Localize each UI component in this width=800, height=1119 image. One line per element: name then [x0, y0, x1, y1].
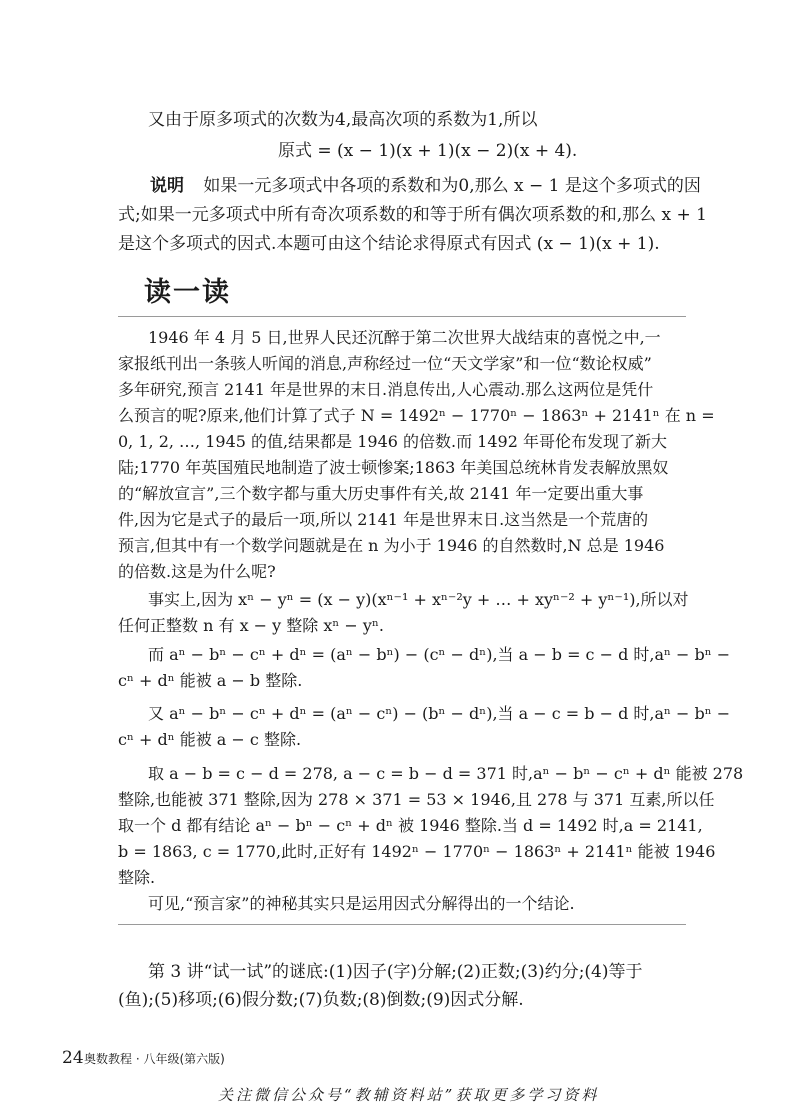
passage-line: 取一个 d 都有结论 aⁿ − bⁿ − cⁿ + dⁿ 被 1946 整除.当 d = 1492 时,a = 2141, [118, 816, 703, 835]
passage-line: b = 1863, c = 1770,此时,正好有 1492ⁿ − 1770ⁿ − 1863ⁿ + 2141ⁿ 能被 1946 [118, 842, 716, 861]
passage-line: 事实上,因为 xⁿ − yⁿ = (x − y)(xⁿ⁻¹ + xⁿ⁻²y + … + xyⁿ⁻² + yⁿ⁻¹),所以对 [148, 590, 689, 609]
passage-line: 多年研究,预言 2141 年是世界的末日.消息传出,人心震动.那么这两位是凭什 [118, 380, 654, 399]
passage-line: 可见,“预言家”的神秘其实只是运用因式分解得出的一个结论. [148, 894, 575, 913]
watermark-text: 关注微信公众号“教辅资料站”获取更多学习资料 [218, 1086, 600, 1104]
bottom-rule [118, 924, 686, 925]
note-line-1 [150, 176, 701, 196]
passage-line: 整除,也能被 371 整除,因为 278 × 371 = 53 × 1946,且 278 与 371 互素,所以任 [118, 790, 715, 809]
passage-line: 任何正整数 n 有 x − y 整除 xⁿ − yⁿ. [118, 616, 384, 635]
passage-line: 么预言的呢?原来,他们计算了式子 N = 1492ⁿ − 1770ⁿ − 1863ⁿ + 2141ⁿ 在 n = [118, 406, 715, 425]
intro-text: 又由于原多项式的次数为4,最高次项的系数为1,所以 [148, 110, 538, 130]
book-title: 奥数教程 · 八年级(第六版) [84, 1052, 225, 1066]
passage-line: 整除. [118, 868, 156, 887]
passage-line: 的倍数.这是为什么呢? [118, 562, 276, 581]
passage-line: 预言,但其中有一个数学问题就是在 n 为小于 1946 的自然数时,N 总是 1946 [118, 536, 665, 555]
passage-line: 0, 1, 2, …, 1945 的值,结果都是 1946 的倍数.而 1492 年哥伦布发现了新大 [118, 432, 667, 451]
passage-line: 家报纸刊出一条骇人听闻的消息,声称经过一位“天文学家”和一位“数论权威” [118, 354, 652, 373]
page-number: 24 [62, 1048, 84, 1068]
note-line-3: 是这个多项式的因式.本题可由这个结论求得原式有因式 (x − 1)(x + 1). [118, 234, 660, 254]
passage-line: cⁿ + dⁿ 能被 a − c 整除. [118, 730, 302, 749]
passage-line: 陆;1770 年英国殖民地制造了波士顿惨案;1863 年美国总统林肯发表解放黑奴 [118, 458, 669, 477]
passage-line: 的“解放宣言”,三个数字都与重大历史事件有关,故 2141 年一定要出重大事 [118, 484, 644, 503]
note-label: 说明 [150, 176, 184, 196]
note-text-1: 如果一元多项式中各项的系数和为0,那么 x − 1 是这个多项式的因 [203, 176, 701, 196]
factored-equation: 原式 = (x − 1)(x + 1)(x − 2)(x + 4). [278, 141, 578, 161]
note-line-2: 式;如果一元多项式中所有奇次项系数的和等于所有偶次项系数的和,那么 x + 1 [118, 205, 707, 225]
answers-line-1: 第 3 讲“试一试”的谜底:(1)因子(字)分解;(2)正数;(3)约分;(4)等于 [148, 962, 643, 982]
top-rule [118, 316, 686, 317]
passage-line: 取 a − b = c − d = 278, a − c = b − d = 371 时,aⁿ − bⁿ − cⁿ + dⁿ 能被 278 [148, 764, 744, 783]
answers-line-2: (鱼);(5)移项;(6)假分数;(7)负数;(8)倒数;(9)因式分解. [118, 990, 524, 1010]
passage-line: 而 aⁿ − bⁿ − cⁿ + dⁿ = (aⁿ − bⁿ) − (cⁿ − dⁿ),当 a − b = c − d 时,aⁿ − bⁿ − [148, 645, 731, 664]
passage-line: cⁿ + dⁿ 能被 a − b 整除. [118, 671, 303, 690]
passage-line: 1946 年 4 月 5 日,世界人民还沉醉于第二次世界大战结束的喜悦之中,一 [148, 328, 661, 347]
passage-line: 又 aⁿ − bⁿ − cⁿ + dⁿ = (aⁿ − cⁿ) − (bⁿ − dⁿ),当 a − c = b − d 时,aⁿ − bⁿ − [148, 704, 731, 723]
passage-line: 件,因为它是式子的最后一项,所以 2141 年是世界末日.这当然是一个荒唐的 [118, 510, 649, 529]
section-heading: 读一读 [144, 277, 231, 308]
